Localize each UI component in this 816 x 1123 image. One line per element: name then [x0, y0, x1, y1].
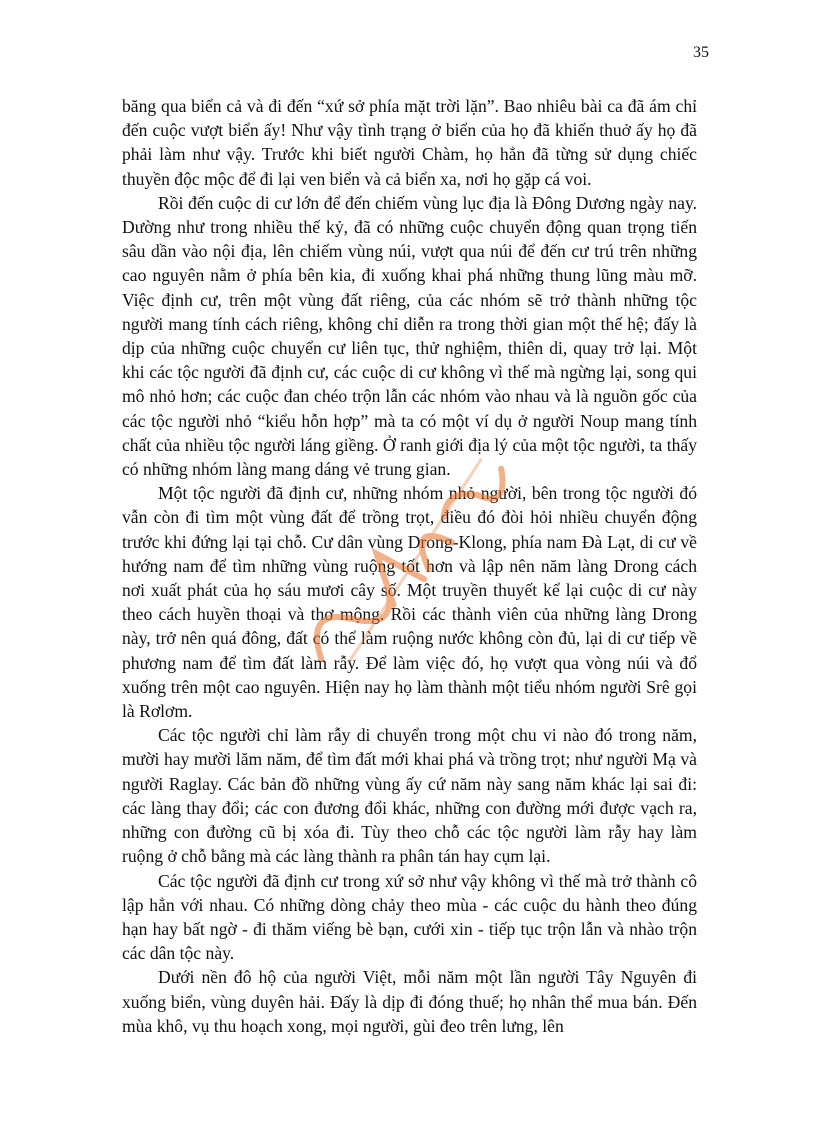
- paragraph-6: Dưới nền đô hộ của người Việt, mỗi năm một lần người Tây Nguyên đi xuống biển, vùng duyên hải. Đấy là dịp đi đóng thuế; họ nhân thể mua bán. Đến mùa khô, vụ thu hoạch xong, mọi người, gùi đeo trên lưng, lên: [122, 967, 697, 1036]
- paragraph-1: băng qua biển cả và đi đến “xứ sở phía mặt trời lặn”. Bao nhiêu bài ca đã ám chỉ đến cuộc vượt biển ấy! Như vậy tình trạng ở biển của họ đã khiến thuở ấy họ đã phải làm như vậy. Trước khi biết người Chàm, họ hẳn đã từng sử dụng chiếc thuyền độc mộc để đi lại ven biển và cả biển xa, nơi họ gặp cá voi.: [122, 96, 697, 189]
- paragraph-5: Các tộc người đã định cư trong xứ sở như vậy không vì thế mà trở thành cô lập hẳn với nhau. Có những dòng chảy theo mùa - các cuộc du hành theo đúng hạn hay bất ngờ - đi thăm viếng bè bạn, cưới xin - tiếp tục trộn lẫn và nhào trộn các dân tộc này.: [122, 870, 697, 964]
- page-number: 35: [693, 44, 709, 61]
- paragraph-4: Các tộc người chỉ làm rẫy di chuyển trong một chu vi nào đó trong năm, mười hay mười lăm năm, để tìm đất mới khai phá và trồng trọt; như người Mạ và người Raglay. Các bản đồ những vùng ấy cứ năm này sang năm khác lại sai đi: các làng thay đổi; các con đương đổi khác, những con đường mới được vạch ra, những con đường cũ bị xóa đi. Tùy theo chỗ các tộc người làm rẫy hay làm ruộng ở chỗ bằng mà các làng thành ra phân tán hay cụm lại.: [122, 725, 697, 867]
- paragraph-3: Một tộc người đã định cư, những nhóm nhỏ người, bên trong tộc người đó vẫn còn đi tìm một vùng đất để trồng trọt, điều đó đòi hỏi nhiều chuyển động trước khi đứng lại tại chỗ. Cư dân vùng Drong-Klong, phía nam Đà Lạt, di cư về hướng nam để tìm những vùng ruộng tốt hơn và lập nên năm làng Drong cách nơi xuất phát của họ sáu mươi cây số. Một truyền thuyết kể lại cuộc di cư này theo cách huyền thoại và thơ mộng. Rồi các thành viên của những làng Drong này, trở nên quá đông, đất có thể làm ruộng nước không còn đủ, lại di cư tiếp về phương nam để tìm đất làm rẫy. Để làm việc đó, họ vượt qua vòng núi và đổ xuống trên một cao nguyên. Hiện nay họ làm thành một tiểu nhóm người Srê gọi là Rơlơm.: [122, 483, 697, 722]
- paragraph-2: Rồi đến cuộc di cư lớn để đến chiếm vùng lục địa là Đông Dương ngày nay. Dường như trong nhiều thế kỷ, đã có những cuộc chuyển động quan trọng tiến sâu dần vào nội địa, lên chiếm vùng núi, vượt qua núi để đến cư trú trên những cao nguyên nằm ở phía bên kia, đi xuống khai phá những thung lũng màu mỡ. Việc định cư, trên một vùng đất riêng, của các nhóm sẽ trở thành những tộc người mang tính cách riêng, không chỉ diễn ra trong thời gian một thế hệ; đấy là dịp của những cuộc chuyển cư liên tục, thử nghiệm, thiên di, quay trở lại. Một khi các tộc người đã định cư, các cuộc di cư không vì thế mà ngừng lại, song qui mô nhỏ hơn; các cuộc đan chéo trộn lẫn các nhóm vào nhau và là nguồn gốc của các tộc người nhỏ “kiểu hỗn hợp” mà ta có một ví dụ ở người Noup mang tính chất của nhiều tộc người láng giềng. Ở ranh giới địa lý của một tộc người, ta thấy có những nhóm làng mang dáng vẻ trung gian.: [122, 192, 697, 480]
- body-text: [122, 94, 697, 1038]
